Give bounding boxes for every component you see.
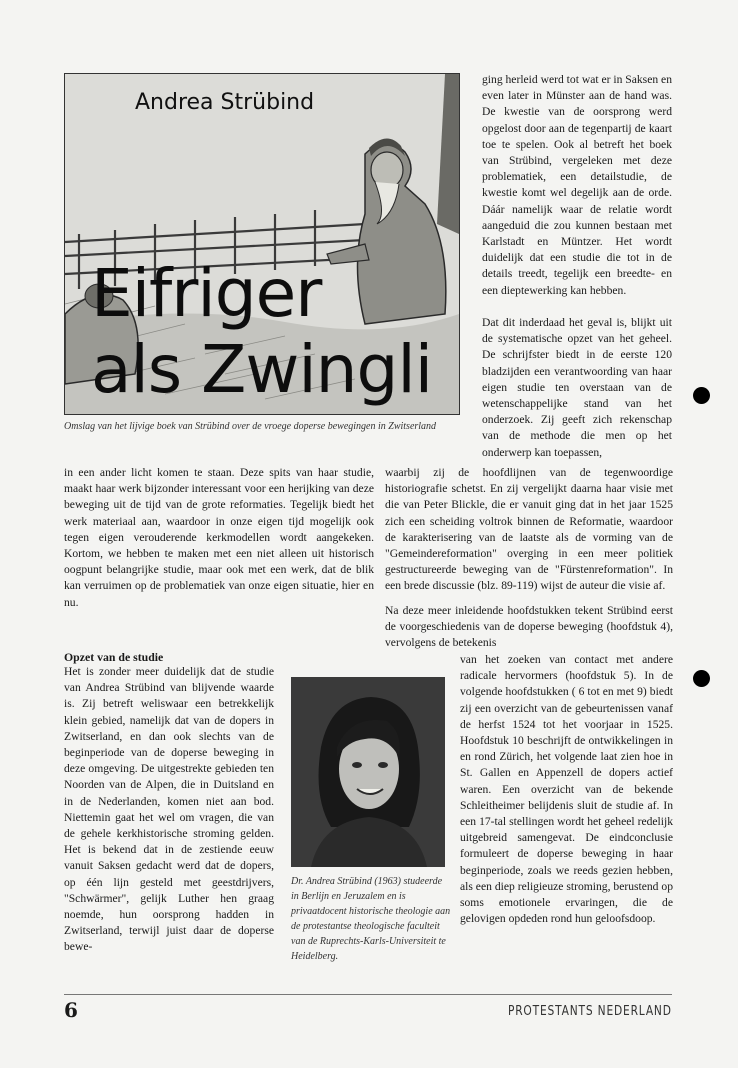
right-column-paragraph-2: Dat dit inderdaad het geval is, blijkt uit de systematische opzet van het geheel. De schrijfster biedt in de eerste 120 bladzijden een verantwoording van haar eigen studie ten overstaan van de wetenschappelijke stand van het onderzoek. Zij geeft zich rekenschap van de methode die men op het onderwerp kan toepassen, [482,316,672,459]
cover-title [91,256,432,408]
author-portrait-photo [291,677,445,867]
left-column-intro: in een ander licht komen te staan. Deze spits van haar studie, maakt haar werk bijzonder interessant voor een herijking van deze beweging uit de tijd van de grote reformaties. Tegelijk biedt het werk materiaal aan, waardoor in onze eigen tijd mogelijk ook tegen eigen verouderende kerkmodellen wordt aangekeken. Kortom, we hebben te maken met een niet alleen uit historisch oogpunt belangrijke studie, maar ook met een werk, dat de blik kan verruimen op de problematiek van onze eigen situatie, hier en nu. [64,466,374,609]
binder-hole-2 [693,670,710,687]
cover-caption: Omslag van het lijvige boek van Strübind over de vroege doperse bewegingen in Zwitserland [64,421,437,432]
photo-caption: Dr. Andrea Strübind (1963) studeerde in Berlijn en Jeruzalem en is privaatdocent historische theologie aan de protestantse theologische faculteit van de Ruprechts-Karls-Universiteit te Heidelberg. [291,876,451,962]
magazine-name: PROTESTANTS NEDERLAND [508,1004,672,1019]
right-column-middle: waarbij zij de hoofdlijnen van de tegenwoordige historiografie schetst. En zij vergelijkt daarna haar visie met die van Peter Blickle, die er vanuit ging dat in het jaar 1525 zich een scheiding voltrok binnen de Reformatie, waardoor de karakterisering van de laatste als de vorming van de "Gemeindereformation" overging in een meer politiek gestructureerde beweging van de "Fürstenreformation". In een brede discussie (blz. 89-119) wijst de auteur die visie af. [385,466,673,593]
binder-hole-1 [693,387,710,404]
cover-author: Andrea Strübind [135,90,315,115]
section-heading: Opzet van de studie [64,650,164,664]
cover-title-line-1: Eifriger [91,255,322,332]
right-column-paragraph-1: ging herleid werd tot wat er in Saksen en even later in Münster aan de hand was. De kwestie van de oorsprong werd opgelost door aan de tegenpartij de kaart toe te spelen. Ook al betreft het boek van Strübind, vergeleken met deze problematiek, een detailstudie, de kwestie komt wel degelijk aan de orde. Dáár namelijk waar de relatie wordt aangeduid die zou kunnen bestaan met Karlstadt en Müntzer. Het wordt duidelijk dat een studie die tot in de details treedt, tegelijk een breedte- en een dieptewerking kan hebben. [482,73,672,297]
book-cover-image [64,73,460,415]
right-column-lower-start: Na deze meer inleidende hoofdstukken tekent Strübind eerst de voorgeschiedenis van de doperse beweging (hoofdstuk 4), vervolgens de betekenis [385,604,673,650]
right-column-narrow: van het zoeken van contact met andere radicale hervormers (hoofdstuk 5). In de volgende hoofdstukken ( 6 tot en met 9) biedt zij een overzicht van de gebeurtenissen vanaf de herfst 1524 tot het voorjaar in 1525. Hoofdstuk 10 beschrijft de ontwikkelingen in en rond Zürich, het volgende laat zien hoe in St. Gallen en Appenzell de dopers actief waren. Een overzicht van de bekende Schleitheimer belijdenis sluit de studie af. In een 17-tal stellingen wordt het geheel redelijk uitgebreid samengevat. De eindconclusie formuleert de doperse beweging in haar beginperiode, zoals we reeds gezien hebben, als een diep religieuze stroming, berustend op soms emotionele ervaringen, die de gelovigen opdeden rond hun geloofsdoop. [460,653,673,926]
footer-rule [64,994,672,995]
page-number: 6 [64,998,78,1022]
cover-title-line-2: als Zwingli [91,331,433,408]
section-body: Het is zonder meer duidelijk dat de studie van Andrea Strübind van blijvende waarde is. Zij betreft weliswaar een betrekkelijk klein gebied, namelijk dat van de dopers in Zwitserland, en dan ook slechts van de beginperiode van de doperse beweging in deze omgeving. De uitgestrekte gebieden ten Noorden van de Alpen, die in Duitsland en in de Nederlanden, komen niet aan bod. Niettemin gaat het wel om vragen, die van de gehele kerkhistorische stroming gelden. Het is bekend dat in de zestiende eeuw vanuit Saksen gedacht werd dat de dopers, op één lijn gesteld met geestdrijvers, "Schwärmer", gelijk Luther hen graag noemde, hun oorsprong hadden in Zwitserland, terwijl juist daar de doperse bewe- [64,665,274,954]
